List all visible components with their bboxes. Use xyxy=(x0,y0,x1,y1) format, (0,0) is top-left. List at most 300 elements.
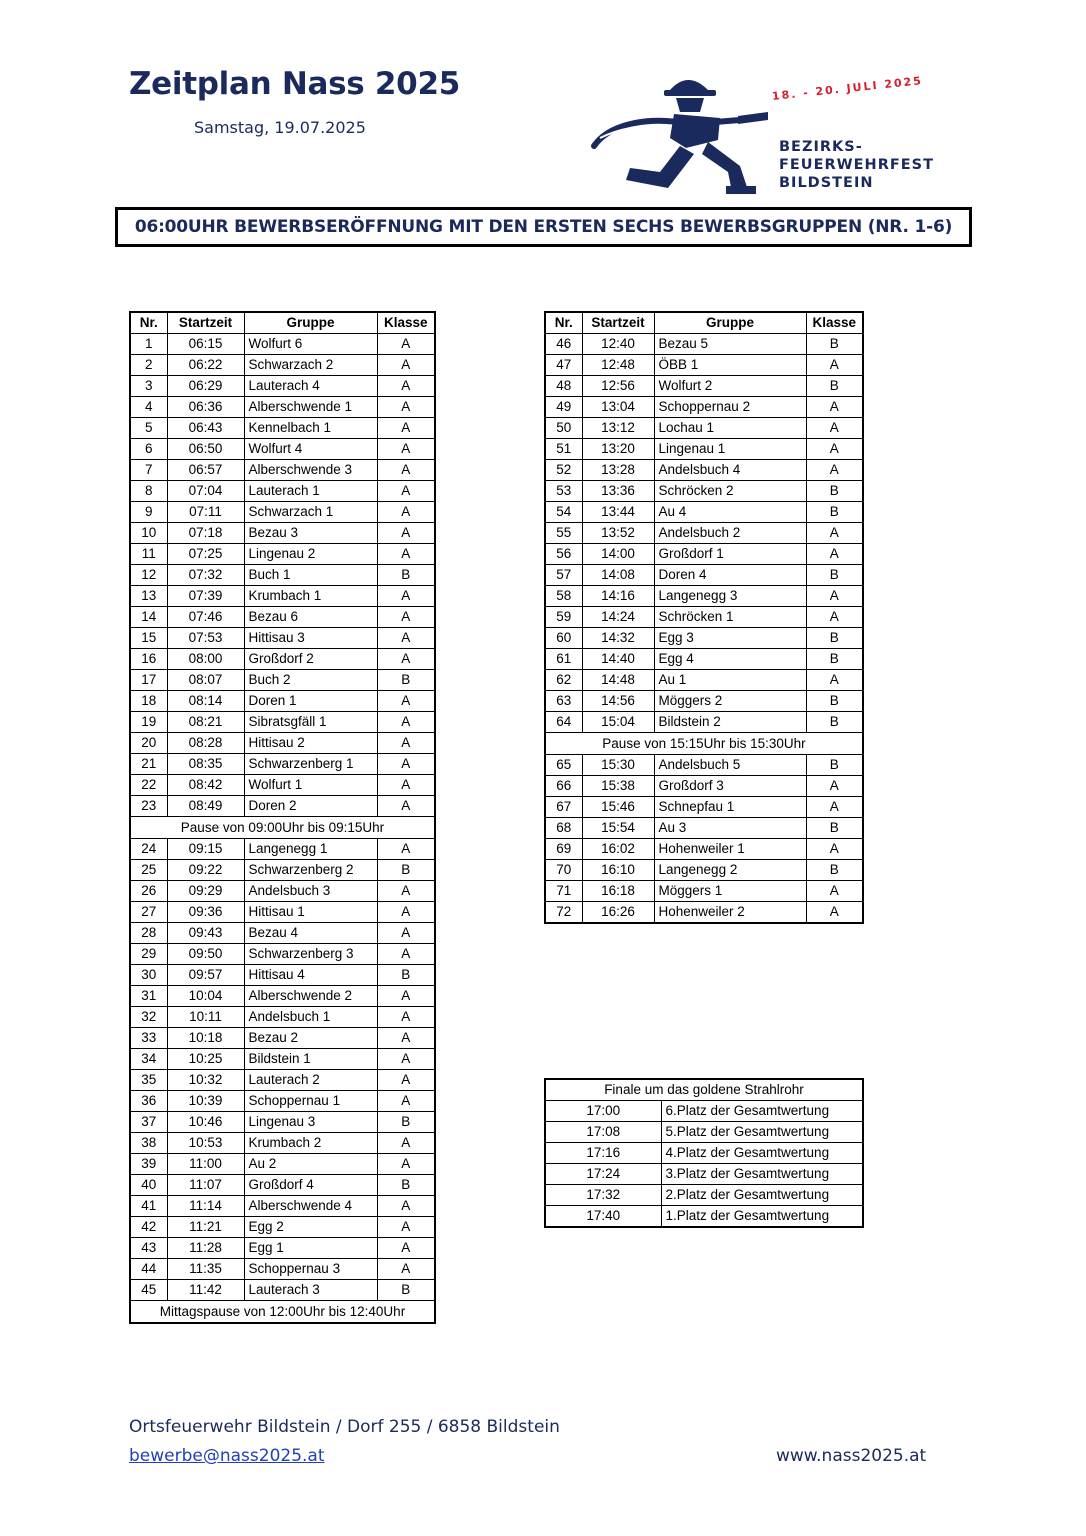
cell-nr: 63 xyxy=(545,691,582,712)
cell-klasse: B xyxy=(377,1280,435,1301)
cell-startzeit: 07:53 xyxy=(167,628,244,649)
cell-startzeit: 13:04 xyxy=(582,397,654,418)
cell-startzeit: 06:50 xyxy=(167,439,244,460)
pause-label: Pause von 09:00Uhr bis 09:15Uhr xyxy=(130,817,435,839)
table-row xyxy=(130,691,435,712)
cell-klasse: B xyxy=(806,628,863,649)
table-row xyxy=(545,628,863,649)
cell-startzeit: 10:39 xyxy=(167,1091,244,1112)
cell-startzeit: 15:46 xyxy=(582,797,654,818)
cell-nr: 11 xyxy=(130,544,167,565)
footer-website: www.nass2025.at xyxy=(776,1446,927,1466)
cell-klasse: A xyxy=(806,439,863,460)
cell-nr: 27 xyxy=(130,902,167,923)
footer-address: Ortsfeuerwehr Bildstein / Dorf 255 / 6858 Bildstein xyxy=(129,1417,560,1437)
cell-gruppe: Egg 4 xyxy=(654,649,806,670)
table-row xyxy=(545,523,863,544)
cell-startzeit: 08:21 xyxy=(167,712,244,733)
cell-startzeit: 14:16 xyxy=(582,586,654,607)
table-row xyxy=(130,923,435,944)
cell-nr: 2 xyxy=(130,355,167,376)
cell-klasse: A xyxy=(377,775,435,796)
cell-klasse: A xyxy=(377,544,435,565)
table-row xyxy=(545,334,863,355)
running-firefighter-icon xyxy=(590,68,780,198)
cell-klasse: B xyxy=(806,502,863,523)
cell-startzeit: 13:20 xyxy=(582,439,654,460)
cell-nr: 10 xyxy=(130,523,167,544)
cell-gruppe: Hohenweiler 1 xyxy=(654,839,806,860)
page-subtitle: Samstag, 19.07.2025 xyxy=(194,118,366,137)
cell-gruppe: Lauterach 1 xyxy=(244,481,377,502)
cell-gruppe: Möggers 2 xyxy=(654,691,806,712)
pause-row xyxy=(545,733,863,755)
table-row xyxy=(545,502,863,523)
schedule-table-left xyxy=(129,311,436,1324)
cell-gruppe: Alberschwende 2 xyxy=(244,986,377,1007)
table-row xyxy=(130,1049,435,1070)
cell-klasse: B xyxy=(806,818,863,839)
finale-time: 17:08 xyxy=(545,1122,661,1143)
column-header-gruppe: Gruppe xyxy=(654,312,806,334)
column-header-startzeit: Startzeit xyxy=(582,312,654,334)
cell-gruppe: Lauterach 2 xyxy=(244,1070,377,1091)
cell-gruppe: Bildstein 2 xyxy=(654,712,806,733)
cell-nr: 7 xyxy=(130,460,167,481)
table-row xyxy=(545,439,863,460)
cell-startzeit: 11:00 xyxy=(167,1154,244,1175)
cell-gruppe: Alberschwende 4 xyxy=(244,1196,377,1217)
cell-klasse: B xyxy=(377,1175,435,1196)
cell-klasse: A xyxy=(806,460,863,481)
cell-startzeit: 16:02 xyxy=(582,839,654,860)
table-row xyxy=(130,860,435,881)
schedule-table-right xyxy=(544,311,864,924)
finale-row xyxy=(545,1185,863,1206)
cell-gruppe: Großdorf 1 xyxy=(654,544,806,565)
cell-klasse: A xyxy=(806,797,863,818)
cell-startzeit: 08:14 xyxy=(167,691,244,712)
cell-klasse: A xyxy=(377,523,435,544)
cell-startzeit: 14:48 xyxy=(582,670,654,691)
column-header-klasse: Klasse xyxy=(806,312,863,334)
cell-nr: 47 xyxy=(545,355,582,376)
cell-klasse: A xyxy=(377,733,435,754)
cell-nr: 26 xyxy=(130,881,167,902)
cell-nr: 22 xyxy=(130,775,167,796)
cell-startzeit: 13:36 xyxy=(582,481,654,502)
cell-startzeit: 14:56 xyxy=(582,691,654,712)
cell-klasse: A xyxy=(806,523,863,544)
table-row xyxy=(545,607,863,628)
cell-klasse: B xyxy=(806,691,863,712)
cell-klasse: A xyxy=(377,334,435,355)
cell-klasse: A xyxy=(377,754,435,775)
cell-klasse: B xyxy=(806,712,863,733)
cell-startzeit: 15:04 xyxy=(582,712,654,733)
table-row xyxy=(130,1154,435,1175)
cell-klasse: A xyxy=(377,460,435,481)
table-row xyxy=(130,481,435,502)
finale-table xyxy=(544,1078,864,1228)
cell-nr: 45 xyxy=(130,1280,167,1301)
table-row xyxy=(130,502,435,523)
cell-gruppe: Schwarzenberg 1 xyxy=(244,754,377,775)
cell-gruppe: Schoppernau 1 xyxy=(244,1091,377,1112)
cell-gruppe: Lingenau 3 xyxy=(244,1112,377,1133)
table-row xyxy=(130,902,435,923)
table-row xyxy=(545,355,863,376)
cell-startzeit: 07:25 xyxy=(167,544,244,565)
cell-klasse: A xyxy=(377,439,435,460)
cell-gruppe: Andelsbuch 3 xyxy=(244,881,377,902)
event-name xyxy=(779,138,934,192)
finale-row xyxy=(545,1122,863,1143)
table-row xyxy=(545,481,863,502)
cell-klasse: B xyxy=(806,860,863,881)
cell-nr: 14 xyxy=(130,607,167,628)
cell-nr: 71 xyxy=(545,881,582,902)
cell-nr: 65 xyxy=(545,755,582,776)
cell-startzeit: 16:10 xyxy=(582,860,654,881)
cell-klasse: A xyxy=(377,397,435,418)
cell-gruppe: Schröcken 1 xyxy=(654,607,806,628)
pause-row xyxy=(130,1301,435,1324)
cell-klasse: A xyxy=(377,691,435,712)
cell-nr: 57 xyxy=(545,565,582,586)
table-row xyxy=(545,460,863,481)
cell-gruppe: Schwarzach 1 xyxy=(244,502,377,523)
cell-startzeit: 11:28 xyxy=(167,1238,244,1259)
cell-klasse: A xyxy=(377,881,435,902)
cell-klasse: A xyxy=(377,986,435,1007)
cell-gruppe: Hittisau 1 xyxy=(244,902,377,923)
table-row xyxy=(545,376,863,397)
cell-nr: 72 xyxy=(545,902,582,924)
cell-nr: 16 xyxy=(130,649,167,670)
table-row xyxy=(130,754,435,775)
table-row xyxy=(130,944,435,965)
cell-nr: 12 xyxy=(130,565,167,586)
cell-nr: 42 xyxy=(130,1217,167,1238)
table-row xyxy=(130,523,435,544)
table-row xyxy=(130,607,435,628)
finale-row xyxy=(545,1101,863,1122)
cell-gruppe: Andelsbuch 5 xyxy=(654,755,806,776)
finale-place: 2.Platz der Gesamtwertung xyxy=(661,1185,863,1206)
cell-gruppe: Krumbach 2 xyxy=(244,1133,377,1154)
cell-startzeit: 11:07 xyxy=(167,1175,244,1196)
cell-gruppe: Schwarzenberg 2 xyxy=(244,860,377,881)
table-row xyxy=(130,1133,435,1154)
cell-nr: 68 xyxy=(545,818,582,839)
cell-startzeit: 08:35 xyxy=(167,754,244,775)
cell-klasse: A xyxy=(377,481,435,502)
cell-nr: 64 xyxy=(545,712,582,733)
table-row xyxy=(130,965,435,986)
cell-startzeit: 09:22 xyxy=(167,860,244,881)
table-row xyxy=(130,986,435,1007)
cell-gruppe: Schoppernau 2 xyxy=(654,397,806,418)
cell-klasse: A xyxy=(377,355,435,376)
table-row xyxy=(545,691,863,712)
table-row xyxy=(545,755,863,776)
cell-klasse: A xyxy=(377,902,435,923)
cell-gruppe: Langenegg 3 xyxy=(654,586,806,607)
opening-banner: 06:00UHR BEWERBSERÖFFNUNG MIT DEN ERSTEN SECHS BEWERBSGRUPPEN (NR. 1-6) xyxy=(115,207,972,247)
cell-startzeit: 14:40 xyxy=(582,649,654,670)
table-row xyxy=(545,418,863,439)
cell-klasse: A xyxy=(377,1028,435,1049)
cell-startzeit: 06:22 xyxy=(167,355,244,376)
cell-nr: 70 xyxy=(545,860,582,881)
cell-klasse: B xyxy=(377,565,435,586)
cell-klasse: A xyxy=(806,776,863,797)
cell-gruppe: Hittisau 3 xyxy=(244,628,377,649)
cell-nr: 8 xyxy=(130,481,167,502)
table-row xyxy=(545,881,863,902)
cell-nr: 1 xyxy=(130,334,167,355)
cell-startzeit: 13:28 xyxy=(582,460,654,481)
finale-place: 3.Platz der Gesamtwertung xyxy=(661,1164,863,1185)
cell-nr: 41 xyxy=(130,1196,167,1217)
cell-klasse: A xyxy=(806,607,863,628)
cell-gruppe: Lauterach 4 xyxy=(244,376,377,397)
cell-gruppe: Lingenau 2 xyxy=(244,544,377,565)
cell-gruppe: Lingenau 1 xyxy=(654,439,806,460)
cell-gruppe: Großdorf 2 xyxy=(244,649,377,670)
cell-nr: 56 xyxy=(545,544,582,565)
cell-klasse: A xyxy=(377,1070,435,1091)
cell-gruppe: Großdorf 3 xyxy=(654,776,806,797)
cell-nr: 28 xyxy=(130,923,167,944)
cell-klasse: B xyxy=(377,670,435,691)
cell-nr: 66 xyxy=(545,776,582,797)
finale-time: 17:32 xyxy=(545,1185,661,1206)
table-row xyxy=(130,1070,435,1091)
cell-gruppe: Möggers 1 xyxy=(654,881,806,902)
table-row xyxy=(130,628,435,649)
table-row xyxy=(130,881,435,902)
cell-nr: 43 xyxy=(130,1238,167,1259)
cell-nr: 23 xyxy=(130,796,167,817)
cell-nr: 55 xyxy=(545,523,582,544)
table-row xyxy=(130,1196,435,1217)
cell-gruppe: Andelsbuch 1 xyxy=(244,1007,377,1028)
table-row xyxy=(545,712,863,733)
finale-header-row xyxy=(545,1079,863,1101)
finale-title: Finale um das goldene Strahlrohr xyxy=(545,1079,863,1101)
finale-place: 6.Platz der Gesamtwertung xyxy=(661,1101,863,1122)
pause-row xyxy=(130,817,435,839)
cell-gruppe: Lochau 1 xyxy=(654,418,806,439)
cell-gruppe: Doren 1 xyxy=(244,691,377,712)
page-title: Zeitplan Nass 2025 xyxy=(129,66,460,102)
cell-klasse: A xyxy=(377,1091,435,1112)
cell-klasse: A xyxy=(377,586,435,607)
cell-gruppe: Au 2 xyxy=(244,1154,377,1175)
event-name-line: BILDSTEIN xyxy=(779,175,874,191)
cell-gruppe: Langenegg 1 xyxy=(244,839,377,860)
table-row xyxy=(545,565,863,586)
table-row xyxy=(130,1112,435,1133)
cell-gruppe: Langenegg 2 xyxy=(654,860,806,881)
table-row xyxy=(130,376,435,397)
finale-row xyxy=(545,1143,863,1164)
cell-nr: 58 xyxy=(545,586,582,607)
table-row xyxy=(545,818,863,839)
cell-startzeit: 12:48 xyxy=(582,355,654,376)
cell-klasse: A xyxy=(377,418,435,439)
cell-klasse: A xyxy=(377,1238,435,1259)
cell-startzeit: 11:14 xyxy=(167,1196,244,1217)
table-header-row xyxy=(130,312,435,334)
pause-label: Mittagspause von 12:00Uhr bis 12:40Uhr xyxy=(130,1301,435,1324)
cell-startzeit: 15:30 xyxy=(582,755,654,776)
cell-gruppe: Alberschwende 3 xyxy=(244,460,377,481)
cell-nr: 25 xyxy=(130,860,167,881)
cell-gruppe: Bezau 4 xyxy=(244,923,377,944)
cell-klasse: B xyxy=(806,334,863,355)
table-row xyxy=(130,460,435,481)
table-row xyxy=(545,649,863,670)
cell-gruppe: Egg 2 xyxy=(244,1217,377,1238)
cell-gruppe: Wolfurt 4 xyxy=(244,439,377,460)
cell-gruppe: Bezau 5 xyxy=(654,334,806,355)
cell-nr: 4 xyxy=(130,397,167,418)
table-row xyxy=(545,397,863,418)
cell-klasse: A xyxy=(377,796,435,817)
cell-startzeit: 12:40 xyxy=(582,334,654,355)
cell-klasse: A xyxy=(377,944,435,965)
cell-klasse: B xyxy=(806,755,863,776)
cell-nr: 49 xyxy=(545,397,582,418)
cell-nr: 37 xyxy=(130,1112,167,1133)
cell-klasse: A xyxy=(377,649,435,670)
cell-nr: 13 xyxy=(130,586,167,607)
cell-nr: 44 xyxy=(130,1259,167,1280)
cell-klasse: A xyxy=(806,418,863,439)
cell-nr: 21 xyxy=(130,754,167,775)
cell-startzeit: 10:53 xyxy=(167,1133,244,1154)
cell-startzeit: 10:46 xyxy=(167,1112,244,1133)
cell-klasse: B xyxy=(806,565,863,586)
cell-nr: 9 xyxy=(130,502,167,523)
cell-startzeit: 14:00 xyxy=(582,544,654,565)
table-row xyxy=(130,1238,435,1259)
cell-gruppe: Bildstein 1 xyxy=(244,1049,377,1070)
cell-startzeit: 09:29 xyxy=(167,881,244,902)
cell-nr: 31 xyxy=(130,986,167,1007)
cell-nr: 15 xyxy=(130,628,167,649)
table-row xyxy=(130,839,435,860)
cell-nr: 18 xyxy=(130,691,167,712)
finale-time: 17:40 xyxy=(545,1206,661,1228)
cell-startzeit: 07:39 xyxy=(167,586,244,607)
table-row xyxy=(130,1175,435,1196)
cell-startzeit: 07:18 xyxy=(167,523,244,544)
cell-gruppe: Buch 2 xyxy=(244,670,377,691)
finale-time: 17:16 xyxy=(545,1143,661,1164)
cell-gruppe: Doren 4 xyxy=(654,565,806,586)
cell-startzeit: 14:32 xyxy=(582,628,654,649)
cell-klasse: A xyxy=(377,1049,435,1070)
cell-gruppe: Buch 1 xyxy=(244,565,377,586)
cell-startzeit: 06:15 xyxy=(167,334,244,355)
cell-gruppe: Schnepfau 1 xyxy=(654,797,806,818)
footer-email-link[interactable]: bewerbe@nass2025.at xyxy=(129,1446,325,1466)
cell-gruppe: Egg 3 xyxy=(654,628,806,649)
cell-klasse: A xyxy=(806,670,863,691)
cell-gruppe: Sibratsgfäll 1 xyxy=(244,712,377,733)
table-row xyxy=(130,649,435,670)
table-row xyxy=(130,439,435,460)
cell-gruppe: Hittisau 4 xyxy=(244,965,377,986)
finale-row xyxy=(545,1206,863,1228)
cell-startzeit: 10:32 xyxy=(167,1070,244,1091)
cell-startzeit: 15:54 xyxy=(582,818,654,839)
table-row xyxy=(130,334,435,355)
table-row xyxy=(130,355,435,376)
cell-nr: 59 xyxy=(545,607,582,628)
cell-klasse: A xyxy=(377,1007,435,1028)
cell-klasse: B xyxy=(806,376,863,397)
cell-startzeit: 16:18 xyxy=(582,881,654,902)
column-header-nr: Nr. xyxy=(545,312,582,334)
cell-gruppe: Schoppernau 3 xyxy=(244,1259,377,1280)
table-row xyxy=(130,712,435,733)
cell-klasse: A xyxy=(806,355,863,376)
cell-nr: 40 xyxy=(130,1175,167,1196)
cell-gruppe: Andelsbuch 4 xyxy=(654,460,806,481)
table-header-row xyxy=(545,312,863,334)
cell-klasse: B xyxy=(377,965,435,986)
cell-klasse: A xyxy=(377,628,435,649)
event-name-line: BEZIRKS- xyxy=(779,139,863,155)
column-header-gruppe: Gruppe xyxy=(244,312,377,334)
cell-nr: 30 xyxy=(130,965,167,986)
cell-startzeit: 08:49 xyxy=(167,796,244,817)
cell-startzeit: 08:28 xyxy=(167,733,244,754)
cell-gruppe: Wolfurt 2 xyxy=(654,376,806,397)
cell-startzeit: 10:04 xyxy=(167,986,244,1007)
cell-nr: 51 xyxy=(545,439,582,460)
cell-nr: 62 xyxy=(545,670,582,691)
cell-nr: 67 xyxy=(545,797,582,818)
cell-nr: 34 xyxy=(130,1049,167,1070)
cell-klasse: A xyxy=(377,839,435,860)
cell-nr: 53 xyxy=(545,481,582,502)
cell-klasse: A xyxy=(377,712,435,733)
cell-startzeit: 09:43 xyxy=(167,923,244,944)
cell-nr: 17 xyxy=(130,670,167,691)
cell-gruppe: Großdorf 4 xyxy=(244,1175,377,1196)
table-row xyxy=(545,860,863,881)
finale-time: 17:24 xyxy=(545,1164,661,1185)
cell-startzeit: 07:11 xyxy=(167,502,244,523)
cell-klasse: A xyxy=(377,1259,435,1280)
cell-nr: 48 xyxy=(545,376,582,397)
finale-place: 4.Platz der Gesamtwertung xyxy=(661,1143,863,1164)
cell-nr: 39 xyxy=(130,1154,167,1175)
cell-gruppe: Wolfurt 6 xyxy=(244,334,377,355)
cell-gruppe: Lauterach 3 xyxy=(244,1280,377,1301)
cell-gruppe: Au 1 xyxy=(654,670,806,691)
cell-klasse: A xyxy=(377,1133,435,1154)
cell-klasse: A xyxy=(377,376,435,397)
cell-nr: 6 xyxy=(130,439,167,460)
cell-startzeit: 06:43 xyxy=(167,418,244,439)
